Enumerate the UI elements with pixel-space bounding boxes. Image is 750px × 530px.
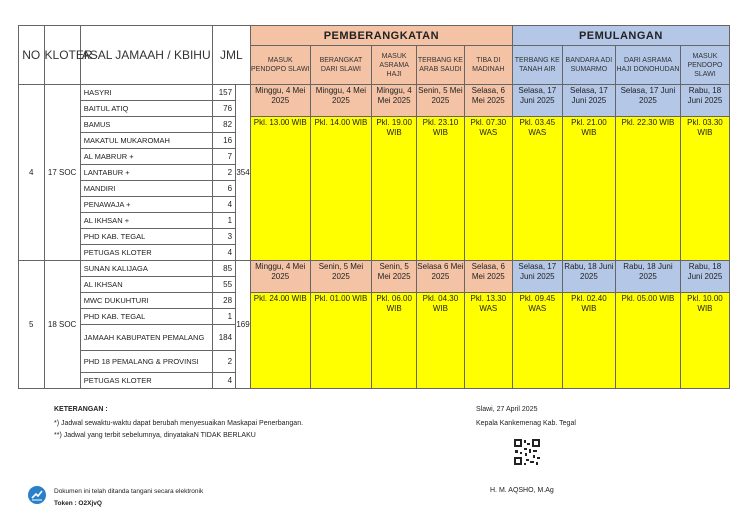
schedule-time: Pkl. 03.45 WAS bbox=[512, 117, 562, 261]
header-jml: JML bbox=[212, 26, 250, 85]
header-asal: ASAL JAMAAH / KBIHU bbox=[80, 26, 212, 85]
kbihu-name: AL MABRUR + bbox=[80, 149, 212, 165]
schedule-time: Pkl. 04.30 WIB bbox=[416, 293, 464, 389]
schedule-date: Selasa, 17 Juni 2025 bbox=[616, 85, 681, 117]
schedule-date: Selasa, 17 Juni 2025 bbox=[512, 85, 562, 117]
column-header: TERBANG KE TANAH AIR bbox=[512, 46, 562, 85]
kbihu-name: PENAWAJA + bbox=[80, 197, 212, 213]
kbihu-count: 82 bbox=[212, 117, 235, 133]
schedule-date: Selasa 6 Mei 2025 bbox=[416, 261, 464, 293]
column-header: TERBANG KE ARAB SAUDI bbox=[416, 46, 464, 85]
schedule-time: Pkl. 23.10 WIB bbox=[416, 117, 464, 261]
schedule-table bbox=[18, 25, 730, 389]
schedule-time: Pkl. 06.00 WIB bbox=[372, 293, 417, 389]
kbihu-count: 55 bbox=[212, 277, 235, 293]
kbihu-name: AL IKHSAN bbox=[80, 277, 212, 293]
schedule-date: Rabu, 18 Juni 2025 bbox=[616, 261, 681, 293]
header-kloter: KLOTER bbox=[44, 26, 80, 85]
kbihu-name: MAKATUL MUKAROMAH bbox=[80, 133, 212, 149]
kbihu-count: 28 bbox=[212, 293, 235, 309]
kbihu-name: MANDIRI bbox=[80, 181, 212, 197]
schedule-time: Pkl. 05.00 WIB bbox=[616, 293, 681, 389]
schedule-time: Pkl. 07.30 WAS bbox=[464, 117, 512, 261]
kbihu-count: 157 bbox=[212, 85, 235, 101]
esign-text: Dokumen ini telah ditanda tangani secara elektronik bbox=[54, 488, 204, 495]
table-row bbox=[19, 261, 730, 277]
column-header: BANDARA ADI SUMARMO bbox=[562, 46, 615, 85]
schedule-time: Pkl. 09.45 WAS bbox=[512, 293, 562, 389]
kbihu-name: JAMAAH KABUPATEN PEMALANG bbox=[80, 325, 212, 351]
schedule-time: Pkl. 14.00 WIB bbox=[310, 117, 372, 261]
kloter-no: 5 bbox=[19, 261, 45, 389]
kbihu-count: 85 bbox=[212, 261, 235, 277]
kbihu-name: SUNAN KALIJAGA bbox=[80, 261, 212, 277]
schedule-date: Selasa, 17 Juni 2025 bbox=[562, 85, 615, 117]
kbihu-count: 7 bbox=[212, 149, 235, 165]
kbihu-count: 4 bbox=[212, 245, 235, 261]
column-header: MASUK ASRAMA HAJI bbox=[372, 46, 417, 85]
column-header: DARI ASRAMA HAJI DONOHUDAN bbox=[616, 46, 681, 85]
kbihu-name: PHD KAB. TEGAL bbox=[80, 309, 212, 325]
table-row bbox=[19, 117, 730, 133]
schedule-date: Minggu, 4 Mei 2025 bbox=[250, 85, 310, 117]
kloter-total: 354 bbox=[236, 85, 251, 261]
schedule-date: Senin, 5 Mei 2025 bbox=[310, 261, 372, 293]
schedule-date: Rabu, 18 Juni 2025 bbox=[680, 85, 729, 117]
note-line-1: *) Jadwal sewaktu-waktu dapat berubah menyesuaikan Maskapai Penerbangan. bbox=[54, 420, 304, 427]
schedule-date: Senin, 5 Mei 2025 bbox=[416, 85, 464, 117]
schedule-time: Pkl. 21.00 WIB bbox=[562, 117, 615, 261]
kbihu-count: 1 bbox=[212, 213, 235, 229]
signature-name: H. M. AQSHO, M.Ag bbox=[490, 487, 554, 494]
qr-code-icon bbox=[513, 438, 541, 466]
schedule-time: Pkl. 13.00 WIB bbox=[250, 117, 310, 261]
schedule-date: Minggu, 4 Mei 2025 bbox=[310, 85, 372, 117]
kbihu-count: 76 bbox=[212, 101, 235, 117]
header-departure: PEMBERANGKATAN bbox=[250, 26, 512, 46]
kbihu-count: 2 bbox=[212, 351, 235, 373]
schedule-time: Pkl. 03.30 WIB bbox=[680, 117, 729, 261]
header-no: NO bbox=[19, 26, 45, 85]
kbihu-name: PHD KAB. TEGAL bbox=[80, 229, 212, 245]
kbihu-name: AL IKHSAN + bbox=[80, 213, 212, 229]
kbihu-name: PHD 18 PEMALANG & PROVINSI bbox=[80, 351, 212, 373]
schedule-time: Pkl. 10.00 WIB bbox=[680, 293, 729, 389]
schedule-date: Selasa, 6 Mei 2025 bbox=[464, 85, 512, 117]
table-row bbox=[19, 293, 730, 309]
schedule-date: Selasa, 17 Juni 2025 bbox=[512, 261, 562, 293]
schedule-time: Pkl. 01.00 WIB bbox=[310, 293, 372, 389]
kbihu-count: 2 bbox=[212, 165, 235, 181]
kbihu-count: 16 bbox=[212, 133, 235, 149]
kbihu-name: PETUGAS KLOTER bbox=[80, 373, 212, 389]
schedule-date: Senin, 5 Mei 2025 bbox=[372, 261, 417, 293]
kloter-total: 169 bbox=[236, 261, 251, 389]
schedule-time: Pkl. 19.00 WIB bbox=[372, 117, 417, 261]
kbihu-count: 6 bbox=[212, 181, 235, 197]
kbihu-count: 1 bbox=[212, 309, 235, 325]
schedule-date: Minggu, 4 Mei 2025 bbox=[250, 261, 310, 293]
kbihu-name: BAITUL ATIQ bbox=[80, 101, 212, 117]
column-header: BERANGKAT DARI SLAWI bbox=[310, 46, 372, 85]
kbihu-name: HASYRI bbox=[80, 85, 212, 101]
header-return: PEMULANGAN bbox=[512, 26, 729, 46]
kbihu-name: MWC DUKUHTURI bbox=[80, 293, 212, 309]
schedule-date: Selasa, 6 Mei 2025 bbox=[464, 261, 512, 293]
notes-title: KETERANGAN : bbox=[54, 406, 108, 413]
column-header: MASUK PENDOPO SLAWI bbox=[250, 46, 310, 85]
signature-place-date: Slawi, 27 April 2025 bbox=[476, 406, 538, 413]
table-row bbox=[19, 85, 730, 101]
column-header: MASUK PENDOPO SLAWI bbox=[680, 46, 729, 85]
schedule-date: Rabu, 18 Juni 2025 bbox=[562, 261, 615, 293]
schedule-date: Rabu, 18 Juni 2025 bbox=[680, 261, 729, 293]
schedule-time: Pkl. 13.30 WAS bbox=[464, 293, 512, 389]
kbihu-name: BAMUS bbox=[80, 117, 212, 133]
kbihu-name: PETUGAS KLOTER bbox=[80, 245, 212, 261]
column-header: TIBA DI MADINAH bbox=[464, 46, 512, 85]
note-line-2: **) Jadwal yang terbit sebelumnya, dinyatakaN TIDAK BERLAKU bbox=[54, 432, 256, 439]
schedule-date: Minggu, 4 Mei 2025 bbox=[372, 85, 417, 117]
signature-position: Kepala Kankemenag Kab. Tegal bbox=[476, 420, 576, 427]
kloter-no: 4 bbox=[19, 85, 45, 261]
kbihu-count: 4 bbox=[212, 197, 235, 213]
kbihu-count: 3 bbox=[212, 229, 235, 245]
schedule-time: Pkl. 24.00 WIB bbox=[250, 293, 310, 389]
kbihu-count: 4 bbox=[212, 373, 235, 389]
schedule-time: Pkl. 22.30 WIB bbox=[616, 117, 681, 261]
kloter-code: 17 SOC bbox=[44, 85, 80, 261]
kbihu-name: LANTABUR + bbox=[80, 165, 212, 181]
esign-logo-icon bbox=[28, 486, 46, 504]
esign-token: Token : O2XjvQ bbox=[54, 500, 102, 507]
kbihu-count: 184 bbox=[212, 325, 235, 351]
schedule-time: Pkl. 02.40 WIB bbox=[562, 293, 615, 389]
kloter-code: 18 SOC bbox=[44, 261, 80, 389]
